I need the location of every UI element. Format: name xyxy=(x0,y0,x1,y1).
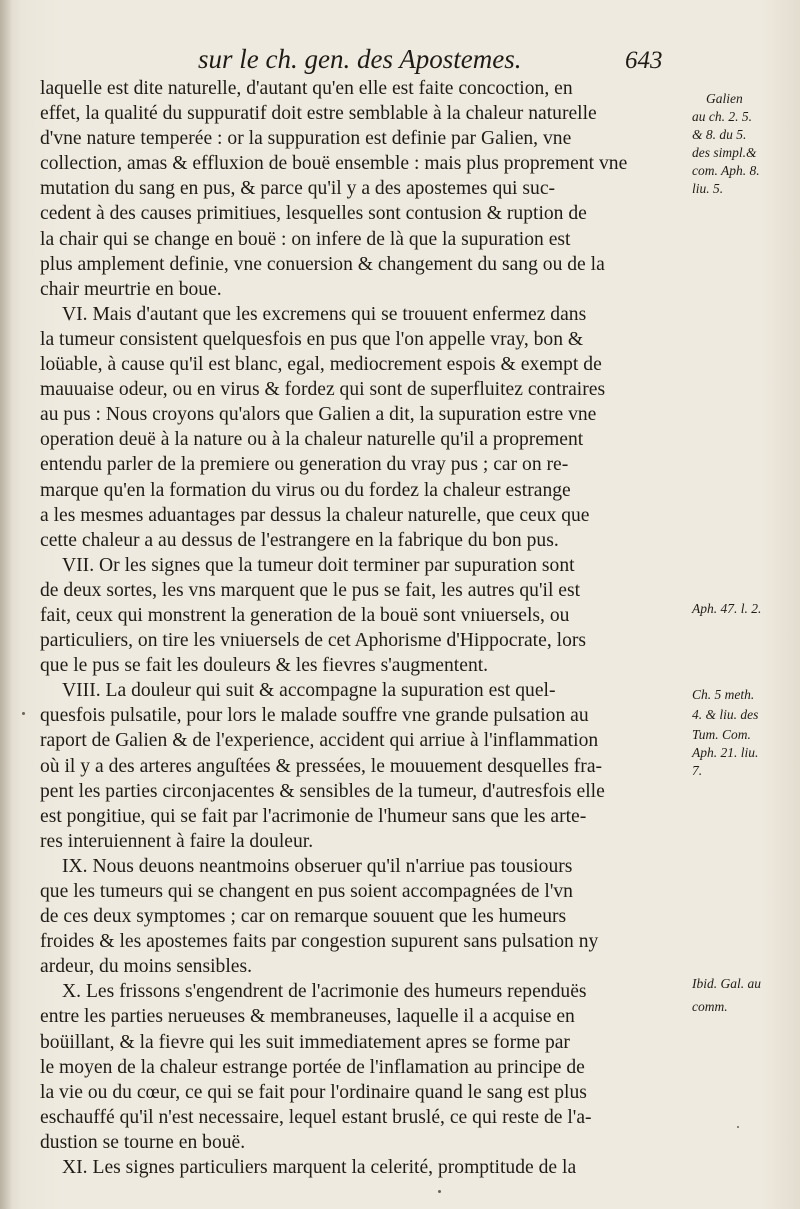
ink-speck xyxy=(22,712,25,715)
text-line: marque qu'en la formation du virus ou du fordez la chaleur estrange xyxy=(40,479,571,501)
text-line: fait, ceux qui monstrent la generation de la bouë sont vniuersels, ou xyxy=(40,604,570,626)
text-line: d'vne nature temperée : or la suppuration est definie par Galien, vne xyxy=(40,128,572,150)
text-line: que les tumeurs qui se changent en pus soient accompagnées de l'vn xyxy=(40,881,573,902)
text-line: la tumeur consistent quelquesfois en pus que l'on appelle vray, bon & xyxy=(40,328,584,350)
text-line: de ces deux symptomes ; car on remarque souuent que les humeurs xyxy=(40,906,567,928)
text-line: chair meurtrie en boue. xyxy=(40,278,222,300)
margin-note: 4. & liu. des xyxy=(692,707,759,722)
margin-note: & 8. du 5. xyxy=(692,127,747,142)
text-line: loüable, à cause qu'il est blanc, egal, mediocrement espois & exempt de xyxy=(40,354,602,376)
page-number: 643 xyxy=(625,47,663,74)
margin-note: Tum. Com. xyxy=(692,727,751,742)
text-line: operation deuë à la nature ou à la chaleur naturelle qu'il a proprement xyxy=(40,429,584,451)
ink-speck xyxy=(438,1190,441,1193)
margin-note: des simpl.& xyxy=(692,145,757,160)
text-line: a les mesmes aduantages par dessus la chaleur naturelle, que ceux que xyxy=(40,504,590,526)
text-line: cette chaleur a au dessus de l'estrangere en la fabrique du bon pus. xyxy=(40,529,559,551)
text-line: effet, la qualité du suppuratif doit estre semblable à la chaleur naturelle xyxy=(40,103,597,125)
text-line: ardeur, du moins sensibles. xyxy=(40,956,252,978)
binding-shadow xyxy=(0,0,12,1209)
running-title: sur le ch. gen. des Apostemes. xyxy=(198,44,522,74)
text-line: boüillant, & la fievre qui les suit immediatement apres se forme par xyxy=(40,1031,570,1053)
text-line: le moyen de la chaleur estrange portée de l'inflamation au principe de xyxy=(40,1056,585,1078)
text-line: que le pus se fait les douleurs & les fievres s'augmentent. xyxy=(40,655,489,677)
margin-note: Aph. 47. l. 2. xyxy=(692,601,762,616)
text-line: de deux sortes, les vns marquent que le pus se fait, les autres qu'il est xyxy=(40,579,581,601)
text-line: collection, amas & effluxion de bouë ensemble : mais plus proprement vne xyxy=(40,153,628,175)
text-line: mutation du sang en pus, & parce qu'il y a des apostemes qui suc- xyxy=(40,178,556,200)
ink-speck xyxy=(737,1126,739,1128)
text-line: pent les parties circonjacentes & sensibles de la tumeur, d'autresfois elle xyxy=(40,780,605,802)
margin-note: Aph. 21. liu. xyxy=(692,745,759,760)
text-line: la chair qui se change en bouë : on infere de là que la supuration est xyxy=(40,228,571,250)
paragraph-vi-start: VI. Mais d'autant que les excremens qui se trouuent enfermez dans xyxy=(62,303,587,325)
margin-note: Ch. 5 meth. xyxy=(692,687,755,702)
margin-note: Galien xyxy=(706,91,743,106)
text-line: particuliers, on tire les vniuersels de cet Aphorisme d'Hippocrate, lors xyxy=(40,630,587,652)
text-line: plus amplement definie, vne conuersion & changement du sang ou de la xyxy=(40,253,605,275)
paragraph-x-start: X. Les frissons s'engendrent de l'acrimonie des humeurs rependuës xyxy=(62,981,587,1003)
text-line: au pus : Nous croyons qu'alors que Galien a dit, la supuration estre vne xyxy=(40,404,597,426)
text-line: où il y a des arteres anguſtées & pressées, le mouuement desquelles fra- xyxy=(40,755,603,777)
body-text xyxy=(40,76,680,1180)
text-line: est pongitiue, qui se fait par l'acrimonie de l'humeur sans que les arte- xyxy=(40,805,587,827)
margin-note: au ch. 2. 5. xyxy=(692,109,752,124)
text-line: entre les parties nerueuses & membraneuses, laquelle il a acquise en xyxy=(40,1006,575,1028)
text-line: laquelle est dite naturelle, d'autant qu'en elle est faite concoction, en xyxy=(40,78,573,99)
text-line: la vie ou du cœur, ce qui se fait pour l'ordinaire quand le sang est plus xyxy=(40,1081,587,1103)
text-line: quesfois pulsatile, pour lors le malade souffre vne grande pulsation au xyxy=(40,705,589,727)
paragraph-vii-start: VII. Or les signes que la tumeur doit terminer par supuration sont xyxy=(62,554,575,576)
text-line: froides & les apostemes faits par congestion supurent sans pulsation ny xyxy=(40,931,599,953)
text-line: res interuiennent à faire la douleur. xyxy=(40,830,314,852)
margin-note: 7. xyxy=(692,763,703,778)
text-line: mauuaise odeur, ou en virus & fordez qui sont de superfluitez contraires xyxy=(40,379,606,401)
paragraph-ix-start: IX. Nous deuons neantmoins obseruer qu'il n'arriue pas tousiours xyxy=(62,855,573,877)
text-line: entendu parler de la premiere ou generation du vray pus ; car on re- xyxy=(40,454,569,476)
margin-note: Ibid. Gal. au xyxy=(692,976,761,991)
paragraph-viii-start: VIII. La douleur qui suit & accompagne la supuration est quel- xyxy=(62,680,556,702)
text-line: dustion se tourne en bouë. xyxy=(40,1131,246,1153)
margin-note: comm. xyxy=(692,999,728,1014)
text-line: eschauffé qu'il n'est necessaire, lequel estant bruslé, ce qui reste de l'a- xyxy=(40,1106,592,1128)
margin-note: liu. 5. xyxy=(692,181,724,196)
text-line: cedent à des causes primitiues, lesquelles sont contusion & ruption de xyxy=(40,203,587,225)
paragraph-xi-start: XI. Les signes particuliers marquent la celerité, promptitude de la xyxy=(62,1157,577,1179)
text-line: raport de Galien & de l'experience, accident qui arriue à l'inflammation xyxy=(40,730,599,752)
margin-note: com. Aph. 8. xyxy=(692,163,760,178)
